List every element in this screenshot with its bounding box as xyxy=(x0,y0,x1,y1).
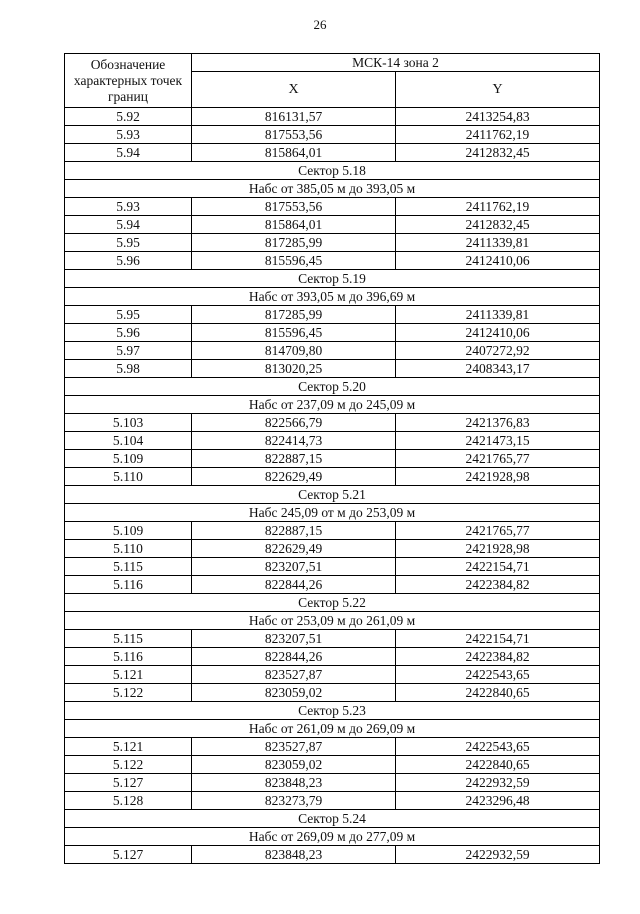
table-row xyxy=(65,648,600,666)
sector-title-row xyxy=(65,594,600,612)
sector-title: Сектор 5.23 xyxy=(65,702,600,720)
x-coordinate-cell: 823848,23 xyxy=(192,774,396,792)
point-id-cell: 5.110 xyxy=(65,540,192,558)
point-id-cell: 5.93 xyxy=(65,126,192,144)
y-coordinate-cell: 2422932,59 xyxy=(396,774,600,792)
sector-range-row xyxy=(65,288,600,306)
coordinates-table xyxy=(64,53,600,864)
point-id-cell: 5.127 xyxy=(65,774,192,792)
point-id-cell: 5.98 xyxy=(65,360,192,378)
table-row xyxy=(65,234,600,252)
x-coordinate-cell: 822566,79 xyxy=(192,414,396,432)
x-coordinate-cell: 815864,01 xyxy=(192,144,396,162)
sector-title-row xyxy=(65,162,600,180)
header-x: X xyxy=(192,72,396,108)
y-coordinate-cell: 2412410,06 xyxy=(396,252,600,270)
sector-title-row xyxy=(65,810,600,828)
point-id-cell: 5.95 xyxy=(65,306,192,324)
point-id-cell: 5.121 xyxy=(65,666,192,684)
table-row xyxy=(65,666,600,684)
table-row xyxy=(65,414,600,432)
y-coordinate-cell: 2421928,98 xyxy=(396,540,600,558)
table-row xyxy=(65,144,600,162)
x-coordinate-cell: 814709,80 xyxy=(192,342,396,360)
y-coordinate-cell: 2422840,65 xyxy=(396,684,600,702)
x-coordinate-cell: 817553,56 xyxy=(192,198,396,216)
header-y: Y xyxy=(396,72,600,108)
y-coordinate-cell: 2412832,45 xyxy=(396,216,600,234)
sector-height-range: Набс от 385,05 м до 393,05 м xyxy=(65,180,600,198)
x-coordinate-cell: 822629,49 xyxy=(192,540,396,558)
y-coordinate-cell: 2422154,71 xyxy=(396,558,600,576)
x-coordinate-cell: 822887,15 xyxy=(192,450,396,468)
y-coordinate-cell: 2411339,81 xyxy=(396,306,600,324)
point-id-cell: 5.128 xyxy=(65,792,192,810)
sector-range-row xyxy=(65,828,600,846)
x-coordinate-cell: 817285,99 xyxy=(192,306,396,324)
sector-range-row xyxy=(65,504,600,522)
table-row xyxy=(65,360,600,378)
table-row xyxy=(65,558,600,576)
point-id-cell: 5.95 xyxy=(65,234,192,252)
point-id-cell: 5.96 xyxy=(65,324,192,342)
table-row xyxy=(65,846,600,864)
point-id-cell: 5.109 xyxy=(65,522,192,540)
sector-height-range: Набс от 237,09 м до 245,09 м xyxy=(65,396,600,414)
sector-range-row xyxy=(65,720,600,738)
point-id-cell: 5.94 xyxy=(65,216,192,234)
x-coordinate-cell: 822629,49 xyxy=(192,468,396,486)
sector-range-row xyxy=(65,180,600,198)
table-row xyxy=(65,684,600,702)
table-row xyxy=(65,468,600,486)
point-id-cell: 5.92 xyxy=(65,108,192,126)
x-coordinate-cell: 823059,02 xyxy=(192,756,396,774)
sector-title: Сектор 5.24 xyxy=(65,810,600,828)
y-coordinate-cell: 2412410,06 xyxy=(396,324,600,342)
x-coordinate-cell: 822887,15 xyxy=(192,522,396,540)
x-coordinate-cell: 823848,23 xyxy=(192,846,396,864)
x-coordinate-cell: 816131,57 xyxy=(192,108,396,126)
point-id-cell: 5.116 xyxy=(65,648,192,666)
table-row xyxy=(65,108,600,126)
y-coordinate-cell: 2422543,65 xyxy=(396,738,600,756)
y-coordinate-cell: 2421765,77 xyxy=(396,450,600,468)
y-coordinate-cell: 2408343,17 xyxy=(396,360,600,378)
point-id-cell: 5.127 xyxy=(65,846,192,864)
table-row xyxy=(65,306,600,324)
sector-range-row xyxy=(65,396,600,414)
point-id-cell: 5.122 xyxy=(65,756,192,774)
y-coordinate-cell: 2411762,19 xyxy=(396,126,600,144)
point-id-cell: 5.122 xyxy=(65,684,192,702)
y-coordinate-cell: 2421473,15 xyxy=(396,432,600,450)
y-coordinate-cell: 2421765,77 xyxy=(396,522,600,540)
point-id-cell: 5.94 xyxy=(65,144,192,162)
sector-title: Сектор 5.22 xyxy=(65,594,600,612)
sector-range-row xyxy=(65,612,600,630)
page-number: 26 xyxy=(313,17,327,32)
y-coordinate-cell: 2411339,81 xyxy=(396,234,600,252)
table-row xyxy=(65,198,600,216)
x-coordinate-cell: 815864,01 xyxy=(192,216,396,234)
y-coordinate-cell: 2422384,82 xyxy=(396,648,600,666)
table-row xyxy=(65,342,600,360)
point-id-cell: 5.116 xyxy=(65,576,192,594)
table-row xyxy=(65,756,600,774)
sector-title-row xyxy=(65,378,600,396)
x-coordinate-cell: 823527,87 xyxy=(192,666,396,684)
point-id-cell: 5.115 xyxy=(65,558,192,576)
y-coordinate-cell: 2423296,48 xyxy=(396,792,600,810)
sector-height-range: Набс от 261,09 м до 269,09 м xyxy=(65,720,600,738)
header-point-designation: Обозначение характерных точек границ xyxy=(65,54,192,108)
point-id-cell: 5.104 xyxy=(65,432,192,450)
y-coordinate-cell: 2422840,65 xyxy=(396,756,600,774)
point-id-cell: 5.96 xyxy=(65,252,192,270)
y-coordinate-cell: 2422384,82 xyxy=(396,576,600,594)
table-row xyxy=(65,522,600,540)
x-coordinate-cell: 822414,73 xyxy=(192,432,396,450)
y-coordinate-cell: 2411762,19 xyxy=(396,198,600,216)
table-row xyxy=(65,630,600,648)
point-id-cell: 5.121 xyxy=(65,738,192,756)
y-coordinate-cell: 2422154,71 xyxy=(396,630,600,648)
sector-height-range: Набс 245,09 от м до 253,09 м xyxy=(65,504,600,522)
point-id-cell: 5.93 xyxy=(65,198,192,216)
y-coordinate-cell: 2422543,65 xyxy=(396,666,600,684)
x-coordinate-cell: 823527,87 xyxy=(192,738,396,756)
header-coordinate-system: МСК-14 зона 2 xyxy=(192,54,600,72)
table-row xyxy=(65,324,600,342)
table-row xyxy=(65,216,600,234)
y-coordinate-cell: 2413254,83 xyxy=(396,108,600,126)
x-coordinate-cell: 817285,99 xyxy=(192,234,396,252)
table-row xyxy=(65,252,600,270)
sector-height-range: Набс от 393,05 м до 396,69 м xyxy=(65,288,600,306)
x-coordinate-cell: 813020,25 xyxy=(192,360,396,378)
table-row xyxy=(65,576,600,594)
x-coordinate-cell: 815596,45 xyxy=(192,252,396,270)
table-row xyxy=(65,738,600,756)
point-id-cell: 5.97 xyxy=(65,342,192,360)
y-coordinate-cell: 2412832,45 xyxy=(396,144,600,162)
x-coordinate-cell: 822844,26 xyxy=(192,648,396,666)
sector-height-range: Набс от 253,09 м до 261,09 м xyxy=(65,612,600,630)
x-coordinate-cell: 817553,56 xyxy=(192,126,396,144)
sector-title-row xyxy=(65,486,600,504)
table-row xyxy=(65,792,600,810)
table-body xyxy=(65,108,600,864)
x-coordinate-cell: 823207,51 xyxy=(192,558,396,576)
x-coordinate-cell: 823059,02 xyxy=(192,684,396,702)
sector-title-row xyxy=(65,702,600,720)
table-row xyxy=(65,432,600,450)
y-coordinate-cell: 2421928,98 xyxy=(396,468,600,486)
x-coordinate-cell: 823207,51 xyxy=(192,630,396,648)
table-row xyxy=(65,450,600,468)
sector-height-range: Набс от 269,09 м до 277,09 м xyxy=(65,828,600,846)
point-id-cell: 5.115 xyxy=(65,630,192,648)
sector-title: Сектор 5.20 xyxy=(65,378,600,396)
y-coordinate-cell: 2421376,83 xyxy=(396,414,600,432)
y-coordinate-cell: 2422932,59 xyxy=(396,846,600,864)
point-id-cell: 5.110 xyxy=(65,468,192,486)
point-id-cell: 5.103 xyxy=(65,414,192,432)
x-coordinate-cell: 823273,79 xyxy=(192,792,396,810)
x-coordinate-cell: 815596,45 xyxy=(192,324,396,342)
sector-title: Сектор 5.21 xyxy=(65,486,600,504)
table-row xyxy=(65,540,600,558)
sector-title: Сектор 5.19 xyxy=(65,270,600,288)
sector-title-row xyxy=(65,270,600,288)
y-coordinate-cell: 2407272,92 xyxy=(396,342,600,360)
table-row xyxy=(65,126,600,144)
sector-title: Сектор 5.18 xyxy=(65,162,600,180)
table-row xyxy=(65,774,600,792)
point-id-cell: 5.109 xyxy=(65,450,192,468)
x-coordinate-cell: 822844,26 xyxy=(192,576,396,594)
